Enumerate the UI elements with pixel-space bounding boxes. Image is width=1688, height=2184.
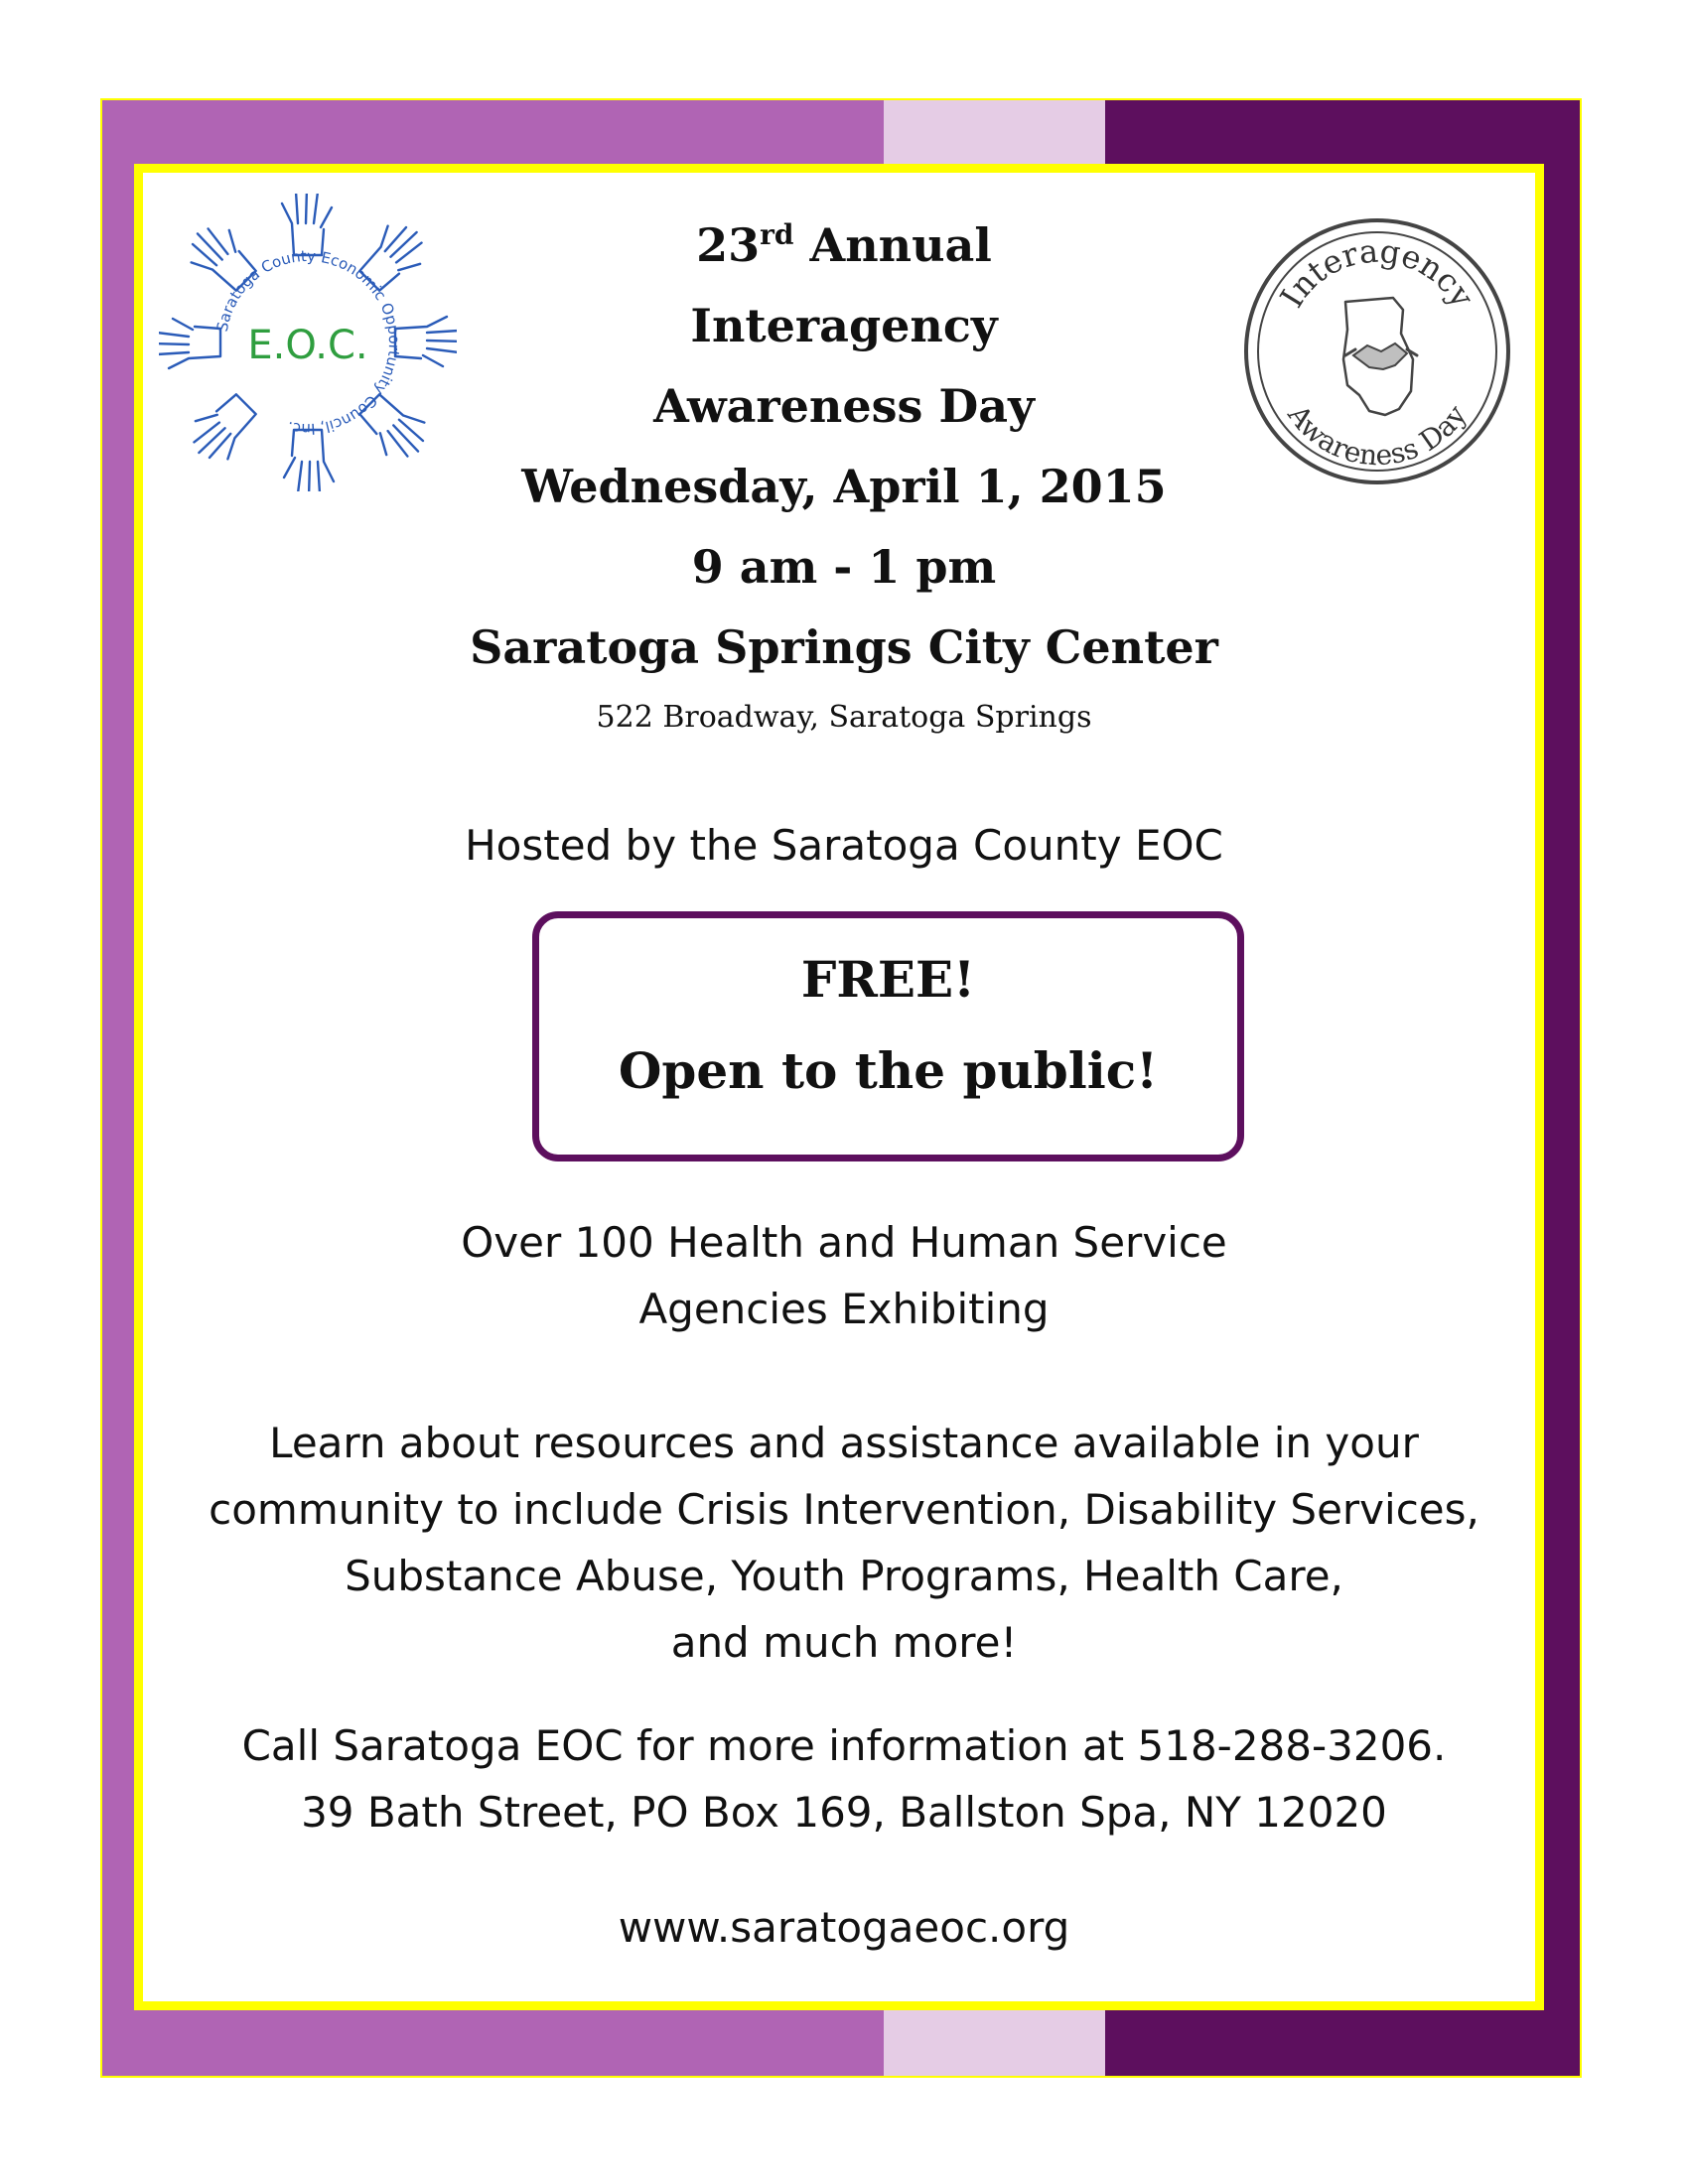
website-link[interactable]: www.saratogaeoc.org <box>618 1903 1070 1952</box>
event-time: 9 am - 1 pm <box>691 540 997 594</box>
annual-word: Annual <box>809 218 992 272</box>
event-venue: Saratoga Springs City Center <box>470 620 1218 674</box>
headline-anniversary <box>0 205 1688 286</box>
ordinal-number: 23 <box>696 218 761 272</box>
agencies-line-1: Over 100 Health and Human Service <box>461 1218 1227 1267</box>
interagency-logo-top-text: Interagency <box>1272 231 1482 315</box>
agencies-line-2: Agencies Exhibiting <box>638 1285 1050 1333</box>
venue-address: 522 Broadway, Saratoga Springs <box>596 700 1092 735</box>
learn-line-1: Learn about resources and assistance available in your <box>269 1419 1419 1467</box>
free-callout-box <box>532 911 1244 1161</box>
eoc-logo-text: E.O.C. <box>247 323 368 368</box>
learn-line-4: and much more! <box>670 1618 1018 1667</box>
learn-line-2: community to include Crisis Intervention, Disability Services, <box>209 1485 1479 1534</box>
headline-interagency: Interagency <box>690 299 998 352</box>
open-to-public-text: Open to the public! <box>618 1041 1159 1100</box>
event-date: Wednesday, April 1, 2015 <box>521 460 1167 513</box>
contact-line-1: Call Saratoga EOC for more information at 518-288-3206. <box>241 1721 1447 1770</box>
host-line: Hosted by the Saratoga County EOC <box>465 821 1223 870</box>
interagency-logo-bottom-text: Awareness Day <box>1281 398 1474 473</box>
free-text: FREE! <box>800 950 976 1009</box>
eoc-ring-text: Saratoga County Economic Opportunity Council, Inc. <box>212 246 404 439</box>
ordinal-suffix: rd <box>760 218 794 251</box>
headline-awareness-day: Awareness Day <box>653 379 1035 433</box>
contact-address: 39 Bath Street, PO Box 169, Ballston Spa, NY 12020 <box>301 1788 1387 1837</box>
learn-line-3: Substance Abuse, Youth Programs, Health Care, <box>345 1552 1343 1600</box>
